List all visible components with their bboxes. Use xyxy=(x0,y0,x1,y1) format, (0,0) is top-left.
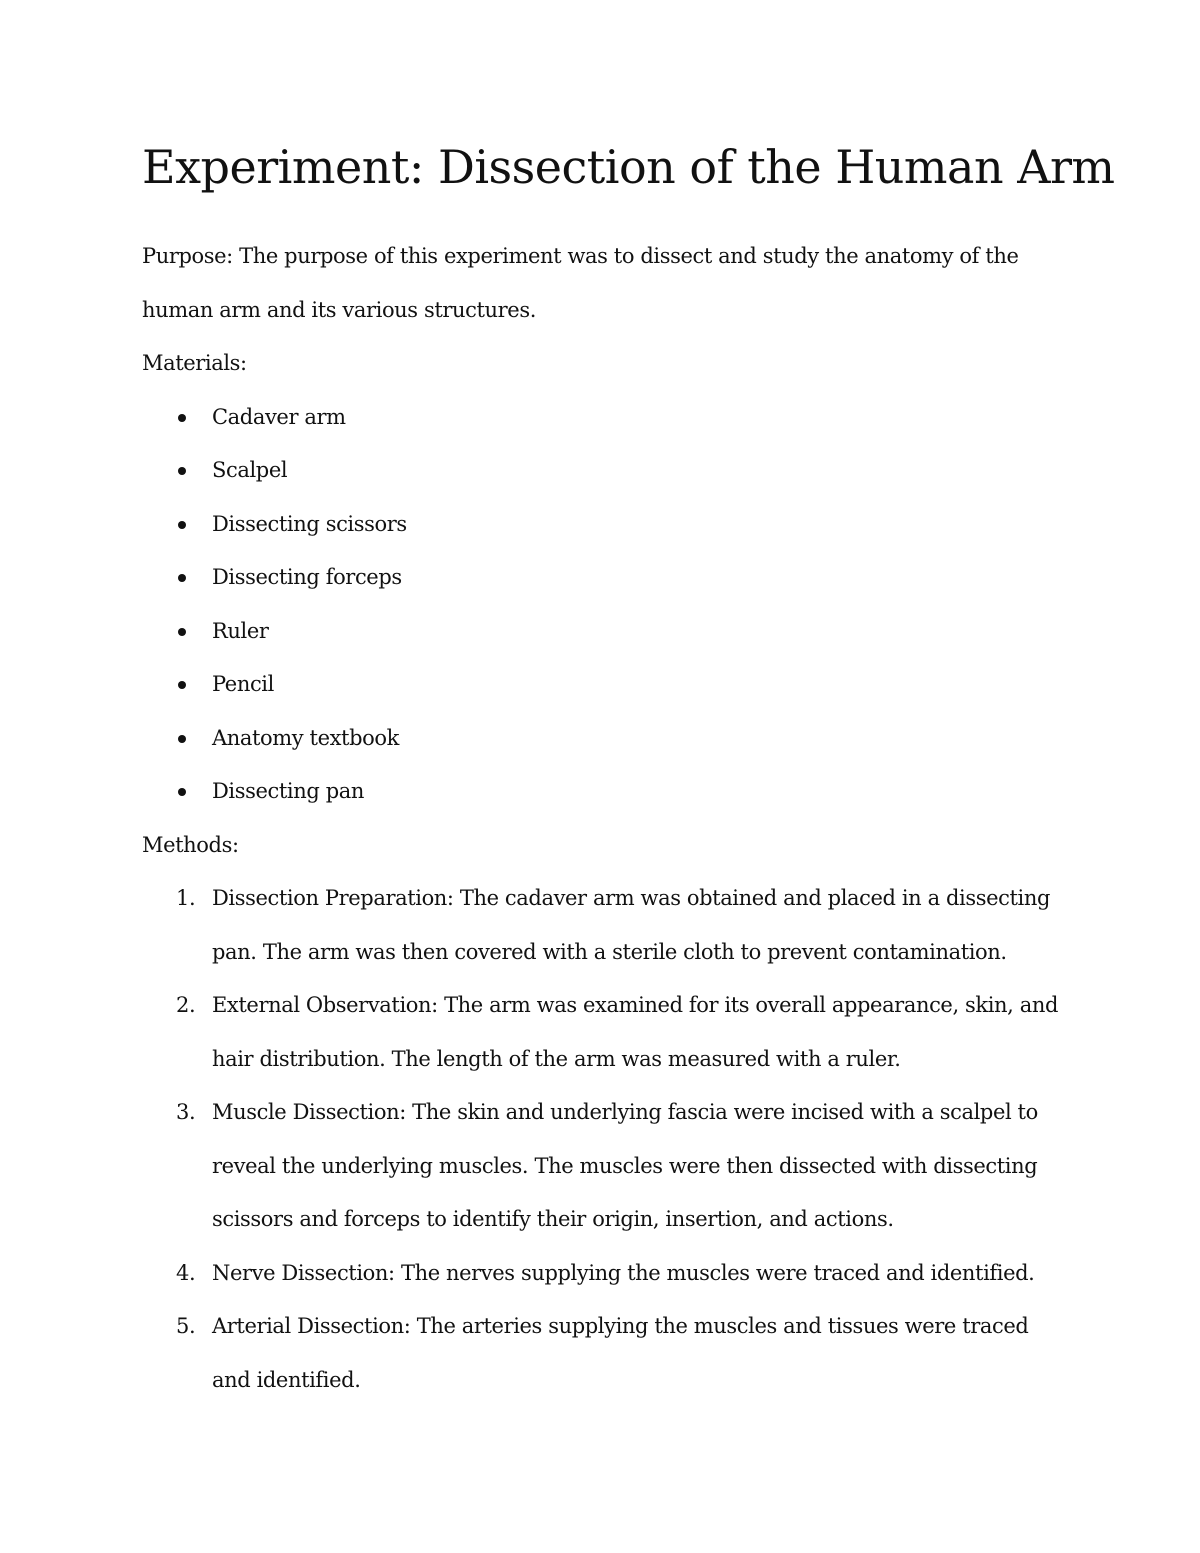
method-number: 2. xyxy=(176,993,196,1017)
bullet-icon xyxy=(178,521,186,529)
method-number: 3. xyxy=(176,1100,196,1124)
list-item xyxy=(142,712,1072,766)
purpose-paragraph: Purpose: The purpose of this experiment was to dissect and study the anatomy of the human arm and its various structures. xyxy=(142,244,1019,322)
list-item xyxy=(142,444,1072,498)
list-item xyxy=(142,551,1072,605)
bullet-icon xyxy=(178,788,186,796)
material-text: Scalpel xyxy=(212,458,288,482)
material-text: Ruler xyxy=(212,618,269,643)
method-number: 1. xyxy=(176,886,196,910)
document-title: Experiment: Dissection of the Human Arm xyxy=(142,140,1115,194)
methods-list xyxy=(142,872,1072,1407)
materials-label: Materials: xyxy=(142,351,247,375)
document-page xyxy=(142,138,1115,1407)
bullet-icon xyxy=(178,467,186,475)
list-item xyxy=(142,1300,1072,1407)
bullet-icon xyxy=(178,414,186,422)
method-text: Nerve Dissection: The nerves supplying the muscles were traced and identified. xyxy=(212,1260,1035,1285)
material-text: Anatomy textbook xyxy=(212,725,399,750)
material-text: Dissecting scissors xyxy=(212,511,407,536)
method-text: External Observation: The arm was examined for its overall appearance, skin, and hair distribution. The length of the arm was measured with a ruler. xyxy=(212,993,1058,1071)
bullet-icon xyxy=(178,574,186,582)
method-text: Arterial Dissection: The arteries supplying the muscles and tissues were traced and identified. xyxy=(212,1314,1029,1392)
list-item xyxy=(142,872,1072,979)
list-item xyxy=(142,498,1072,552)
bullet-icon xyxy=(178,681,186,689)
bullet-icon xyxy=(178,628,186,636)
bullet-icon xyxy=(178,735,186,743)
material-text: Pencil xyxy=(212,672,274,696)
methods-label: Methods: xyxy=(142,832,239,857)
method-number: 4. xyxy=(176,1260,196,1285)
list-item xyxy=(142,1247,1072,1301)
list-item xyxy=(142,979,1072,1086)
method-text: Muscle Dissection: The skin and underlying fascia were incised with a scalpel to reveal the underlying muscles. The muscles were then dissected with dissecting scissors and forceps to identify their origin, insertion, and actions. xyxy=(212,1100,1038,1231)
list-item xyxy=(142,765,1072,819)
list-item xyxy=(142,391,1072,445)
method-text: Dissection Preparation: The cadaver arm was obtained and placed in a dissecting pan. The arm was then covered with a sterile cloth to prevent contamination. xyxy=(212,886,1050,964)
list-item xyxy=(142,1086,1072,1247)
list-item xyxy=(142,658,1072,712)
method-number: 5. xyxy=(176,1314,196,1338)
list-item xyxy=(142,605,1072,659)
material-text: Dissecting forceps xyxy=(212,565,402,589)
material-text: Cadaver arm xyxy=(212,404,346,429)
materials-list xyxy=(142,391,1072,819)
material-text: Dissecting pan xyxy=(212,779,364,803)
